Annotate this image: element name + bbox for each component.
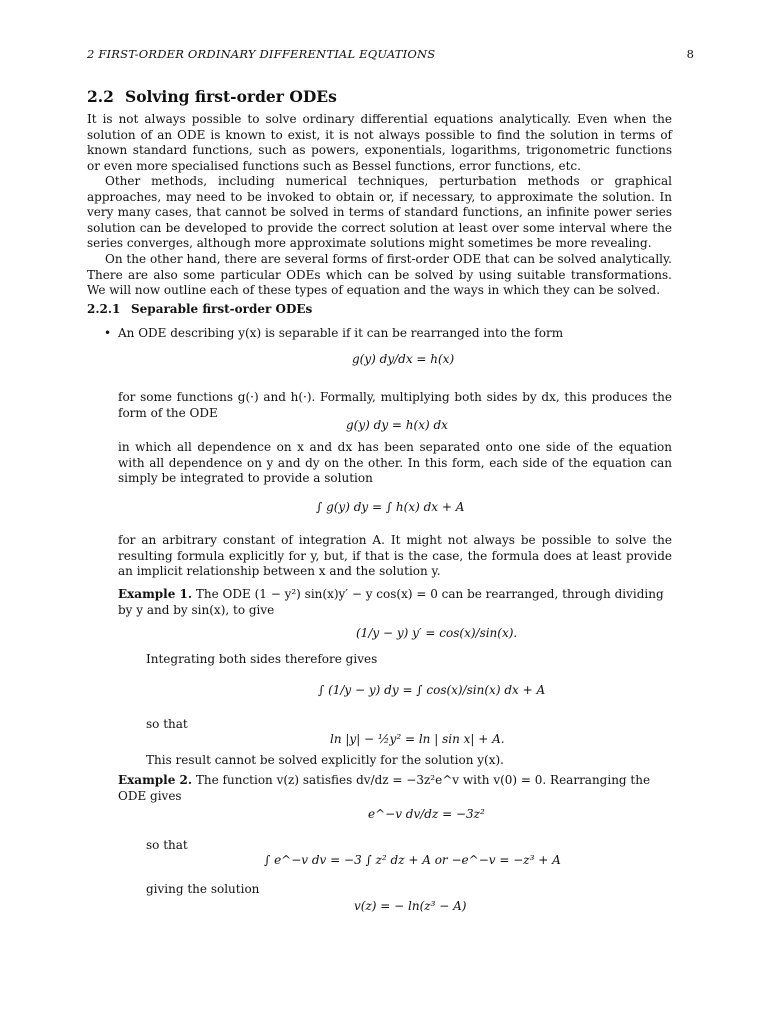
equation-integrated: ∫ g(y) dy = ∫ h(x) dx + A	[316, 500, 465, 514]
text-separable-3: in which all dependence on x and dx has been separated onto one side of the equation with all dependence on y and dy on the other. In this form, each side of the equation can simply be integrated to provide a solution	[118, 440, 672, 485]
paragraph-2: Other methods, including numerical techniques, perturbation methods or graphical approaches, may need to be invoked to obtain or, if necessary, to approximate the solution. In very many cases, that cannot be solved in terms of standard functions, an infinite power series solution can be developed to provide the correct solution at least over some interval where the series converges, although more approximate solutions might sometimes be more revealing.	[87, 174, 672, 250]
subsection-heading	[87, 302, 312, 316]
bullet-icon: •	[104, 326, 112, 340]
equation-separable-form: g(y) dy/dx = h(x)	[352, 352, 455, 366]
section-title: Solving first-order ODEs	[125, 87, 337, 106]
example-1-text-4: This result cannot be solved explicitly for the solution y(x).	[146, 753, 504, 767]
example-2-intro: The function v(z) satisfies dv/dz = −3z²e^v with v(0) = 0. Rearranging the ODE gives	[118, 773, 651, 803]
paragraph-1: It is not always possible to solve ordinary differential equations analytically. Even when the solution of an ODE is known to exist, it is not always possible to find the solution in terms of known standard functions, such as powers, exponentials, logarithms, trigonometric functions or even more specialised functions such as Bessel functions, error functions, etc.	[87, 112, 672, 173]
text-separable-4: for an arbitrary constant of integration A. It might not always be possible to solve the resulting formula explicitly for y, but, if that is the case, the formula does at least provide an implicit relationship between x and the solution y.	[118, 533, 672, 578]
section-heading	[87, 87, 337, 106]
example-1-text-2: Integrating both sides therefore gives	[146, 652, 378, 666]
example-1-label: Example 1.	[118, 587, 193, 601]
example-1-equation-3: ln |y| − ½y² = ln | sin x| + A.	[330, 732, 505, 746]
section-number: 2.2	[87, 87, 114, 106]
example-2-label: Example 2.	[118, 773, 193, 787]
example-2-equation-1: e^−v dv/dz = −3z²	[368, 807, 485, 821]
equation-separated: g(y) dy = h(x) dx	[346, 418, 448, 432]
example-2-text-3: giving the solution	[146, 882, 260, 896]
example-1-text-3: so that	[146, 717, 188, 731]
paragraph-3: On the other hand, there are several forms of first-order ODE that can be solved analytically. There are also some particular ODEs which can be solved by using suitable transformations. We will now outline each of these types of equation and the ways in which they can be solved.	[87, 252, 672, 297]
example-2-intro-line	[118, 773, 672, 804]
bullet-intro: An ODE describing y(x) is separable if it can be rearranged into the form	[118, 326, 564, 340]
example-2-text-2: so that	[146, 838, 188, 852]
example-2-equation-3: v(z) = − ln(z³ − A)	[354, 899, 467, 913]
example-2-equation-2: ∫ e^−v dv = −3 ∫ z² dz + A or −e^−v = −z³ + A	[264, 853, 561, 867]
example-1-equation-2: ∫ (1/y − y) dy = ∫ cos(x)/sin(x) dx + A	[318, 683, 546, 697]
page-number: 8	[686, 47, 694, 61]
subsection-title: Separable first-order ODEs	[131, 302, 313, 316]
running-head: 2 FIRST-ORDER ORDINARY DIFFERENTIAL EQUATIONS	[87, 47, 436, 61]
example-1-equation-1: (1/y − y) y′ = cos(x)/sin(x).	[356, 626, 518, 640]
subsection-number: 2.2.1	[87, 302, 121, 316]
example-1-intro-line	[118, 587, 672, 618]
text-separable-2: for some functions g(·) and h(·). Formally, multiplying both sides by dx, this produces the form of the ODE	[118, 390, 672, 420]
example-1-intro: The ODE (1 − y²) sin(x)y′ − y cos(x) = 0 can be rearranged, through dividing by y and by sin(x), to give	[118, 587, 664, 617]
